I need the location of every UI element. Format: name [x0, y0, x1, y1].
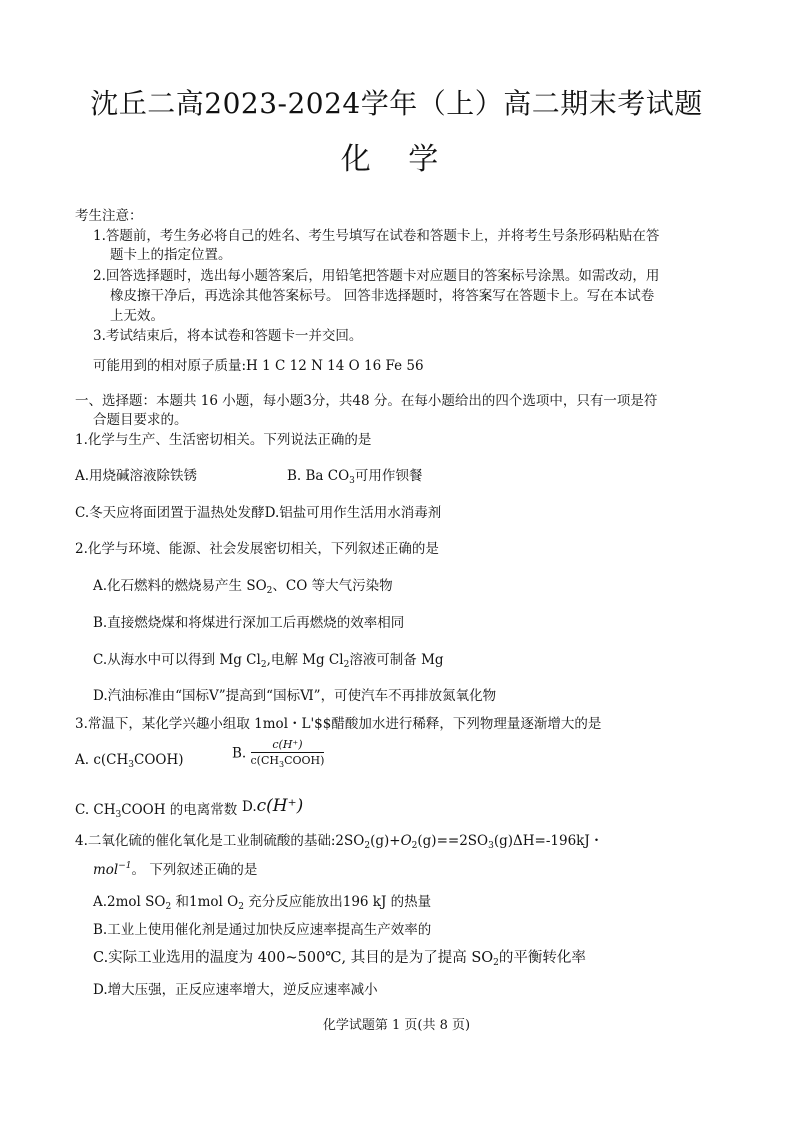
page-footer: 化学试题第 1 页(共 8 页) — [322, 1018, 471, 1033]
question-2-option-b: B.直接燃烧煤和将煤进行深加工后再燃烧的效率相同 — [93, 615, 405, 631]
question-4-option-a: A.2mol $SO_2$ 和1mol $O_2$ 充分反应能放出196 kJ 的热量 — [93, 894, 432, 912]
notice-item: 3.考试结束后，将本试卷和答题卡一并交回。 — [93, 328, 363, 344]
question-3-option-a: A. $c(CH_3COOH)$ — [75, 752, 184, 770]
question-1-option-b: B. Ba $CO_3$可用作钡餐 — [287, 468, 423, 486]
notice-heading: 考生注意： — [75, 208, 143, 224]
notice-item: 2.回答选择题时，选出每小题答案后，用铅笔把答题卡对应题目的答案标号涂黑。如需改动，用 — [93, 268, 660, 284]
section-heading-cont: 合题目要求的。 — [93, 412, 188, 428]
notice-item: 题卡上的指定位置。 — [110, 247, 232, 263]
notice-item: 橡皮擦干净后，再选涂其他答案标号。 回答非选择题时，将答案写在答题卡上。写在本试卷 — [110, 288, 655, 304]
question-3-option-d: D.c(H⁺) — [242, 796, 304, 816]
question-2-option-c: C.从海水中可以得到 Mg $Cl_2$,电解 Mg $Cl_2$溶液可制备 Mg — [93, 652, 444, 670]
question-4-stem-cont: mol$^{-1}$。 下列叙述正确的是 — [93, 861, 258, 878]
notice-item: 上无效。 — [110, 308, 164, 324]
question-1-stem: 1.化学与生产、生活密切相关。下列说法正确的是 — [75, 432, 372, 448]
question-3-option-c: C. $CH_3COOH$ 的电离常数 — [75, 802, 238, 820]
question-4-option-d: D.增大压强，正反应速率增大，逆反应速率减小 — [93, 982, 378, 998]
atomic-mass-line: 可能用到的相对原子质量:H 1 C 12 N 14 O 16 Fe 56 — [93, 358, 424, 374]
question-4-option-b: B.工业上使用催化剂是通过加快反应速率提高生产效率的 — [93, 922, 432, 938]
subject-title: 化 学 — [340, 142, 453, 177]
exam-title: 沈丘二高2023-2024学年（上）高二期末考试题 — [90, 87, 703, 120]
notice-item: 1.答题前，考生务必将自己的姓名、考生号填写在试卷和答题卡上，并将考生号条形码粘贴在答 — [93, 228, 660, 244]
question-3-stem: 3.常温下，某化学兴趣小组取 1mol・L'$$醋酸加水进行稀释，下列物理量逐渐增大的是 — [75, 716, 602, 732]
question-4-option-c: C.实际工业选用的温度为 400~500℃, 其目的是为了提高 $SO_2$的平衡转化率 — [93, 950, 586, 968]
section-heading: 一、选择题：本题共 16 小题，每小题3分，共48 分。在每小题给出的四个选项中，只有一项是符 — [75, 393, 658, 409]
fraction: $\frac{c(H^+)}{c(CH_3COOH)}$ — [250, 738, 325, 769]
question-2-option-a: A.化石燃料的燃烧易产生 $SO_2$、CO 等大气污染物 — [93, 578, 393, 596]
question-2-option-d: D.汽油标准由“国标Ⅴ”提高到“国标Ⅵ”，可使汽车不再排放氮氧化物 — [93, 688, 497, 704]
question-3-option-b: B. $\frac{c(H^+)}{c(CH_3COOH)}$ — [232, 738, 325, 769]
question-2-stem: 2.化学与环境、能源、社会发展密切相关，下列叙述正确的是 — [75, 541, 439, 557]
question-1-option-cd: C.冬天应将面团置于温热处发酵D.铝盐可用作生活用水消毒剂 — [75, 505, 442, 521]
question-4-stem: 4.二氧化硫的催化氧化是工业制硫酸的基础$:2SO_2(g)+O_2(g)==2SO_3(g)\Delta H=-196kJ$・ — [75, 833, 604, 851]
question-1-option-a: A.用烧碱溶液除铁锈 — [75, 468, 198, 484]
